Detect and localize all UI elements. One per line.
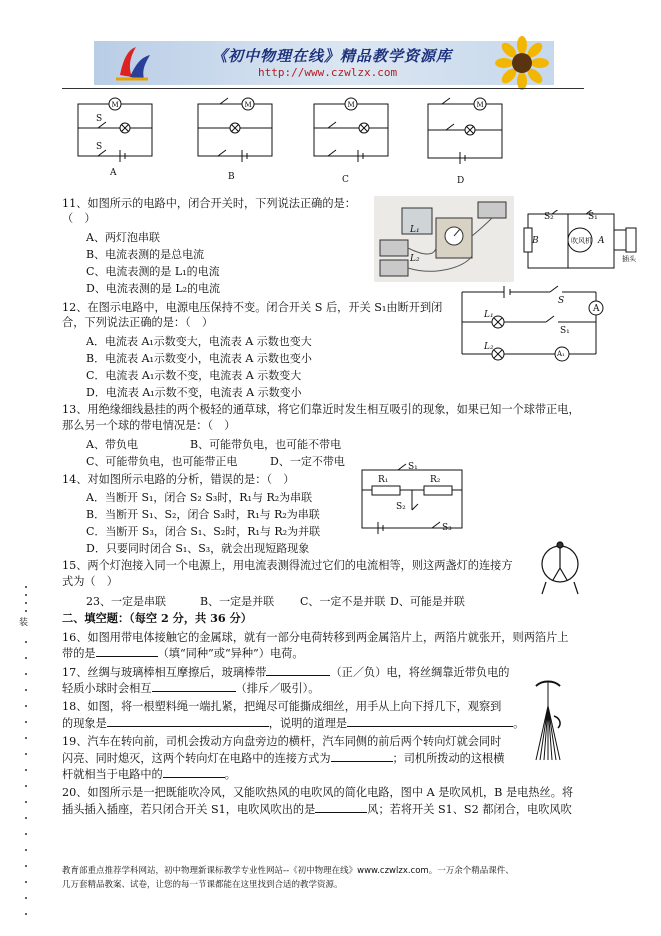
binding-dots-top	[24, 585, 28, 619]
footer-line2: 几万套精品教案、试卷，让您的每一节课都能在这里找到合适的教学资源。	[62, 880, 343, 890]
binding-label: 装	[19, 618, 29, 628]
q17-blank-1[interactable]	[266, 664, 330, 676]
q13-option-b[interactable]: B、可能带负电，也可能不带电	[190, 438, 342, 451]
q15-option-d[interactable]: D、可能是并联	[390, 595, 465, 608]
q13-option-a[interactable]: A、带负电	[86, 438, 138, 451]
q15-option-b[interactable]: B、一定是并联	[200, 595, 275, 608]
q17-line2: 轻质小球时会相互 （排斥／吸引）。	[62, 682, 320, 695]
q20-hairdryer-circuit: S₂ S₁ B 吹风机 A 插头	[522, 210, 642, 274]
q12-option-b[interactable]: B．电流表 A₁示数变小，电流表 A 示数也变小	[86, 352, 312, 365]
q20-blank-1[interactable]	[315, 801, 367, 813]
q12-option-d[interactable]: D．电流表 A₁示数不变，电流表 A 示数变小	[86, 386, 302, 399]
q19-line1: 19、汽车在转向前，司机会拨动方向盘旁边的横杆，汽车同侧的前后两个转向灯就会同时	[62, 735, 502, 748]
figure-label-b: B	[228, 172, 235, 182]
q12-circuit-figure: S A L₁ S₁ L₂ A₁	[458, 282, 608, 368]
q11-circuit-photo: L₁ L₂	[374, 196, 514, 282]
q14-option-c[interactable]: C．当断开 S₃，闭合 S₁、S₂时，R₁与 R₂为并联	[86, 525, 321, 538]
q18-blank-1[interactable]	[107, 715, 269, 727]
q15-stem-line1: 15、两个灯泡接入同一个电源上，用电流表测得流过它们的电流相等，则这两盏灯的连接方	[62, 559, 513, 572]
q19-blank-1[interactable]	[331, 750, 393, 762]
q17-line1: 17、丝绸与玻璃棒相互摩擦后，玻璃棒带 （正／负）电，将丝绸靠近带负电的	[62, 666, 510, 679]
q12-stem-line2: 合，下列说法正确的是：（ ）	[62, 316, 214, 329]
q11-paren: （ ）	[62, 212, 96, 225]
electroscope-figure	[536, 540, 584, 596]
q19-line3: 杆就相当于电路中的 。	[62, 768, 236, 781]
q16-line2: 带的是 （填“同种”或“异种”）电荷。	[62, 647, 304, 660]
q20-line1: 20、如图所示是一把既能吹冷风，又能吹热风的电吹风的简化电路，图中 A 是吹风机，B 是电热丝。将	[62, 786, 574, 799]
circuit-figure-a: M S S	[70, 92, 160, 162]
header-banner	[94, 41, 554, 85]
q14-stem: 14、对如图所示电路的分析，错误的是：（ ）	[62, 473, 295, 486]
binding-dots-bottom	[24, 640, 28, 934]
figure-label-a: A	[110, 168, 117, 178]
q13-option-d[interactable]: D、一定不带电	[270, 455, 345, 468]
footer-line1: 教育部重点推荐学科网站，初中物理新课标教学专业性网站--《初中物理在线》www.czwlzx.com。一万余个精品课件、	[62, 866, 514, 876]
q15-stem-line2: 式为（ ）	[62, 575, 118, 588]
banner-title: 《初中物理在线》精品教学资源库	[212, 47, 453, 65]
sunflower-icon	[494, 35, 550, 91]
q11-stem: 11、如图所示的电路中，闭合开关时，下列说法正确的是：	[62, 197, 356, 210]
q12-stem-line1: 12、在图示电路中，电源电压保持不变。闭合开关 S 后，开关 S₁由断开到闭	[62, 301, 443, 314]
q13-stem-line2: 那么另一个球的带电情况是：（ ）	[62, 419, 236, 432]
q11-option-b[interactable]: B、电流表测的是总电流	[86, 248, 205, 261]
q17-blank-2[interactable]	[152, 680, 236, 692]
q11-option-d[interactable]: D、电流表测的是 L₂的电流	[86, 282, 221, 295]
svg-text:M: M	[244, 101, 252, 109]
q13-option-c[interactable]: C、可能带负电，也可能带正电	[86, 455, 238, 468]
svg-text:M: M	[111, 101, 119, 109]
q19-line2: 闪亮、同时熄灭，这两个转向灯在电路中的连接方式为 ；司机所拨动的这根横	[62, 752, 505, 765]
q19-blank-2[interactable]	[163, 766, 225, 778]
q12-option-a[interactable]: A．电流表 A₁示数变大，电流表 A 示数也变大	[86, 335, 312, 348]
q14-option-a[interactable]: A．当断开 S₁，闭合 S₂ S₃时，R₁与 R₂为串联	[86, 491, 313, 504]
q12-option-c[interactable]: C．电流表 A₁示数不变，电流表 A 示数变大	[86, 369, 302, 382]
q14-option-d[interactable]: D．只要同时闭合 S₁、S₃，就会出现短路现象	[86, 542, 310, 555]
q14-circuit-figure: S₁ R₁ R₂ S₂ S₃	[358, 462, 470, 538]
svg-text:M: M	[347, 101, 355, 109]
q14-option-b[interactable]: B．当断开 S₁、S₂，闭合 S₃时，R₁与 R₂为串联	[86, 508, 320, 521]
q16-blank[interactable]	[96, 645, 158, 657]
section2-title: 二、填空题：（每空 2 分，共 36 分）	[62, 611, 252, 625]
q11-option-a[interactable]: A、两灯泡串联	[86, 231, 160, 244]
circuit-figure-c	[306, 92, 396, 162]
svg-text:M: M	[476, 101, 484, 109]
q15-option-a[interactable]: 23、一定是串联	[86, 595, 166, 608]
q20-line2: 插头插入插座，若只闭合开关 S1，电吹风吹出的是 风；若将开关 S1、S2 都闭合，电吹风吹	[62, 803, 572, 816]
q18-line1: 18、如图，将一根塑料绳一端扎紧，把绳尽可能撕成细丝，用手从上向下捋几下，观察到	[62, 700, 502, 713]
q16-line1: 16、如图用带电体接触它的金属球，就有一部分电荷转移到两金属箔片上，两箔片就张开，则两箔片上	[62, 631, 569, 644]
q13-stem-line1: 13、用绝缘细线悬挂的两个极轻的通草球，将它们靠近时发生相互吸引的现象，如果已知一个球带正电，	[62, 403, 580, 416]
q15-option-c[interactable]: C、一定不是并联	[300, 595, 386, 608]
q18-blank-2[interactable]	[347, 715, 513, 727]
q18-line2: 的现象是 ，说明的道理是 。	[62, 717, 525, 730]
figure-label-d: D	[457, 176, 465, 186]
circuit-figure-d	[420, 92, 510, 164]
plastic-rope-figure	[530, 676, 566, 762]
q11-option-c[interactable]: C、电流表测的是 L₁的电流	[86, 265, 220, 278]
header-rule	[62, 88, 584, 89]
site-logo-icon	[114, 45, 152, 81]
circuit-figure-b	[190, 92, 280, 162]
banner-url[interactable]: http://www.czwlzx.com	[258, 66, 398, 79]
figure-label-c: C	[342, 175, 349, 185]
